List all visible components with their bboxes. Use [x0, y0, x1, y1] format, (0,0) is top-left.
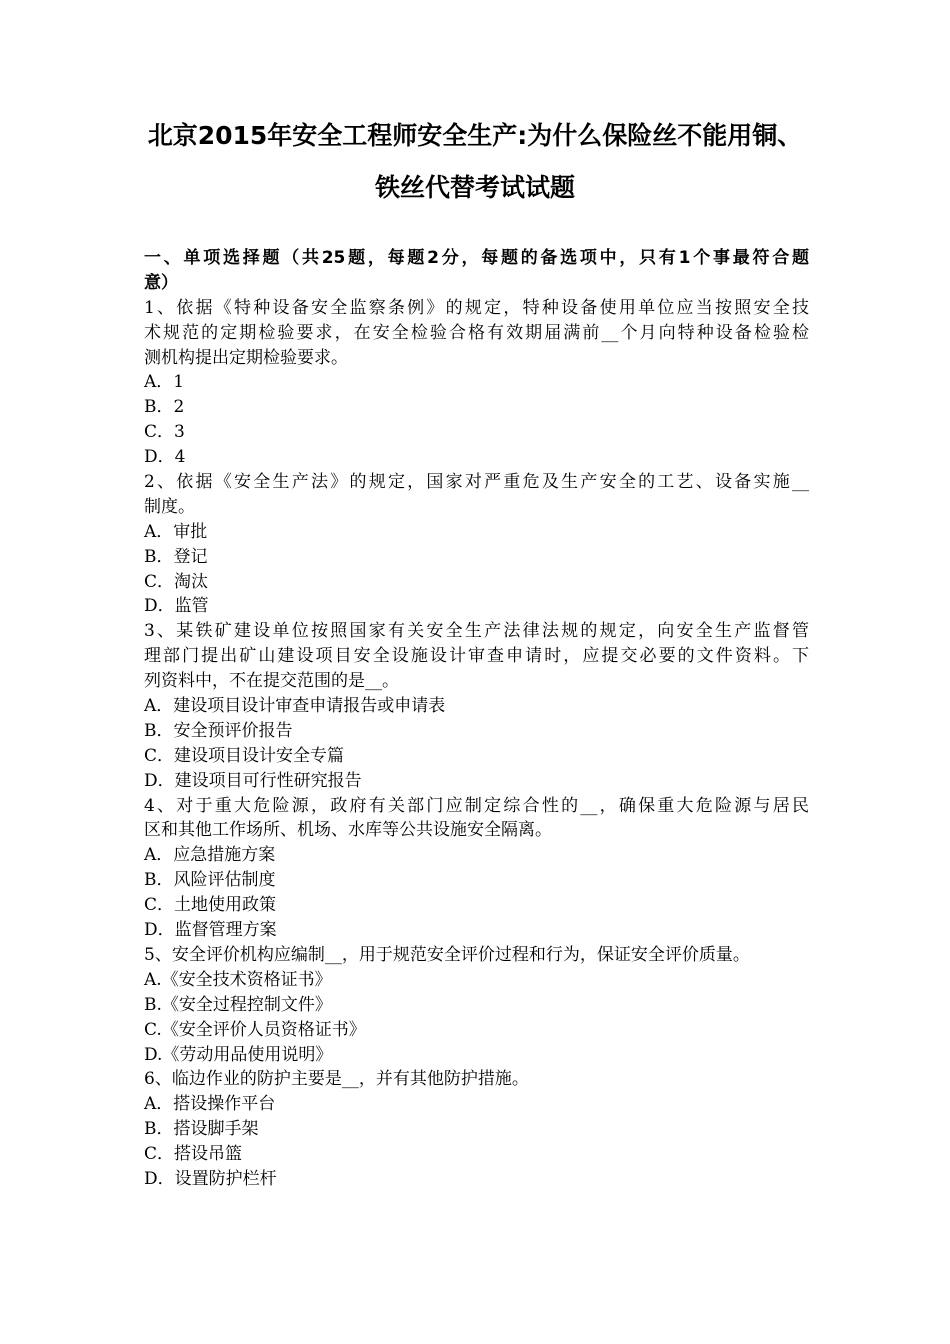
answer-option: C．淘汰: [144, 571, 209, 592]
section-heading: 一、单项选择题（共25题，每题2分，每题的备选项中，只有1个事最符合题: [144, 248, 809, 268]
question-4: [144, 794, 809, 943]
answer-option: C．土地使用政策: [144, 895, 277, 916]
question-stem-line: 5、安全评价机构应编制__，用于规范安全评价过程和行为，保证安全评价质量。: [144, 944, 750, 965]
question-stem-line: 制度。: [144, 496, 195, 517]
document-title-line-1: 北京2015年安全工程师安全生产:为什么保险丝不能用铜、: [147, 121, 803, 150]
question-5: [144, 943, 809, 1067]
question-stem-line: 2、依据《安全生产法》的规定，国家对严重危及生产安全的工艺、设备实施__: [144, 472, 809, 493]
answer-option: C．建设项目设计安全专篇: [144, 745, 345, 766]
document-body: [144, 246, 809, 1192]
answer-option: B．搭设脚手架: [144, 1119, 259, 1140]
answer-option: D．建设项目可行性研究报告: [144, 770, 362, 791]
answer-option: A．1: [144, 372, 185, 393]
answer-option: A．搭设操作平台: [144, 1094, 276, 1115]
answer-option: C．搭设吊篮: [144, 1144, 243, 1165]
answer-option: A.《安全技术资格证书》: [144, 969, 332, 990]
question-stem-line: 术规范的定期检验要求，在安全检验合格有效期届满前__个月向特种设备检验检: [144, 322, 809, 343]
question-1: [144, 296, 809, 470]
question-2: [144, 470, 809, 619]
answer-option: A．应急措施方案: [144, 845, 276, 866]
question-stem-line: 列资料中，不在提交范围的是__。: [144, 671, 399, 692]
answer-option: D．4: [144, 447, 186, 468]
answer-option: B.《安全过程控制文件》: [144, 994, 332, 1015]
answer-option: C．3: [144, 422, 185, 443]
question-stem-line: 3、某铁矿建设单位按照国家有关安全生产法律法规的规定，向安全生产监督管: [144, 621, 809, 642]
answer-option: A．审批: [144, 521, 208, 542]
question-stem-line: 理部门提出矿山建设项目安全设施设计审查申请时，应提交必要的文件资料。下: [144, 646, 809, 667]
question-stem-line: 区和其他工作场所、机场、水库等公共设施安全隔离。: [144, 820, 552, 841]
answer-option: B．风险评估制度: [144, 870, 276, 891]
question-stem-line: 4、对于重大危险源，政府有关部门应制定综合性的__，确保重大危险源与居民: [144, 795, 809, 816]
answer-option: D.《劳动用品使用说明》: [144, 1044, 333, 1065]
question-6: [144, 1067, 809, 1191]
answer-option: A．建设项目设计审查申请报告或申请表: [144, 696, 446, 717]
answer-option: B．安全预评价报告: [144, 720, 293, 741]
section-heading-continued: 意）: [144, 272, 178, 293]
question-stem-line: 1、依据《特种设备安全监察条例》的规定，特种设备使用单位应当按照安全技: [144, 297, 809, 318]
question-stem-line: 测机构提出定期检验要求。: [144, 347, 348, 368]
document-title-line-2: 铁丝代替考试试题: [374, 173, 575, 202]
answer-option: B．登记: [144, 546, 208, 567]
answer-option: B．2: [144, 397, 185, 418]
answer-option: C.《安全评价人员资格证书》: [144, 1019, 366, 1040]
question-stem-line: 6、临边作业的防护主要是__，并有其他防护措施。: [144, 1069, 529, 1090]
question-3: [144, 619, 809, 793]
answer-option: D．监督管理方案: [144, 920, 277, 941]
answer-option: D．监管: [144, 596, 209, 617]
answer-option: D．设置防护栏杆: [144, 1168, 277, 1189]
